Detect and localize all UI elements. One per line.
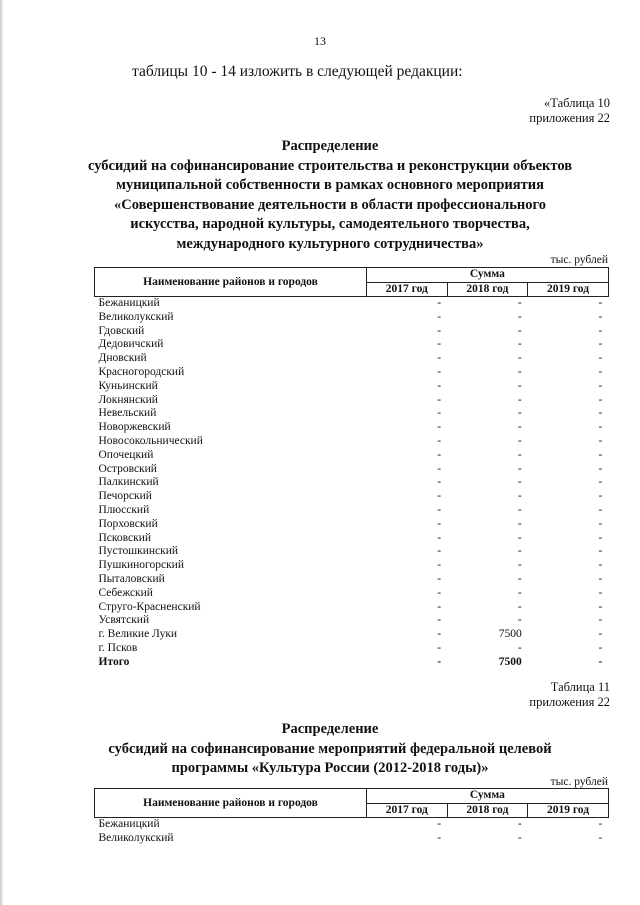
table10-title-line: «Совершенствование деятельности в области профессионального <box>113 196 547 213</box>
table10-header-sum: Сумма <box>367 268 609 283</box>
row-value: - <box>598 818 603 830</box>
page-number: 13 <box>314 34 326 48</box>
row-value: - <box>437 393 442 406</box>
table-row <box>95 394 609 408</box>
table-row <box>95 490 609 504</box>
row-value: - <box>598 407 603 420</box>
table-row <box>95 642 609 656</box>
table-row <box>95 297 609 311</box>
row-value: - <box>598 448 603 461</box>
table10-reference <box>529 96 610 126</box>
row-value: - <box>437 503 442 516</box>
scan-edge <box>0 0 3 905</box>
row-value: - <box>437 490 442 503</box>
row-name: Себежский <box>98 586 153 599</box>
row-value: - <box>517 503 522 516</box>
row-value: - <box>598 379 603 392</box>
table-row <box>95 366 609 380</box>
table11-header-year: 2019 год <box>528 803 609 818</box>
table-row <box>95 407 609 421</box>
row-value: - <box>437 476 442 489</box>
table10-ref-line: приложения 22 <box>529 111 610 125</box>
row-value: - <box>598 476 603 489</box>
row-value: 7500 <box>498 628 522 641</box>
row-value: - <box>517 365 522 378</box>
row-value: - <box>517 641 522 654</box>
row-value: - <box>437 517 442 530</box>
table10-title-line: субсидий на софинансирование строительства и реконструкции объектов <box>87 157 573 174</box>
table11-reference <box>529 680 610 710</box>
row-name: Великолукский <box>98 310 174 323</box>
row-name: Великолукский <box>98 831 174 844</box>
row-value: - <box>517 434 522 447</box>
table-row <box>95 545 609 559</box>
table-row <box>95 587 609 601</box>
row-name: Псковский <box>98 531 152 544</box>
row-value: - <box>598 338 603 351</box>
table10-title-line: Распределение <box>281 138 379 154</box>
row-value: - <box>437 641 442 654</box>
table11-ref-line: приложения 22 <box>529 695 610 709</box>
table10 <box>94 267 609 670</box>
table11-header-sum: Сумма <box>367 789 609 804</box>
row-value: - <box>517 462 522 475</box>
row-value: - <box>517 393 522 406</box>
row-value: - <box>437 338 442 351</box>
row-name: Печорский <box>98 490 152 503</box>
row-value: - <box>437 614 442 627</box>
row-name: Пустошкинский <box>98 545 179 558</box>
row-name: Красногородский <box>98 365 185 378</box>
table10-title <box>60 137 600 254</box>
row-name: Усвятский <box>98 614 150 627</box>
table-row <box>95 352 609 366</box>
row-value: - <box>598 545 603 558</box>
table10-title-line: международного культурного сотрудничества» <box>176 235 484 252</box>
table11-title-line: Распределение <box>281 721 379 737</box>
row-value: - <box>598 352 603 365</box>
row-name: Локнянский <box>98 393 158 406</box>
row-value: - <box>517 600 522 613</box>
table10-title-line: муниципальной собственности в рамках основного мероприятия <box>116 177 544 193</box>
table10-header-year: 2018 год <box>447 282 528 297</box>
table-row <box>95 449 609 463</box>
row-name: Палкинский <box>98 476 159 489</box>
table11-header-year: 2017 год <box>367 803 448 818</box>
row-value: - <box>598 586 603 599</box>
row-name: Итого <box>98 655 130 668</box>
table11-units: тыс. рублей <box>550 776 608 788</box>
row-value: - <box>437 352 442 365</box>
row-name: Струго-Красненский <box>98 600 201 613</box>
row-value: - <box>598 628 603 641</box>
table-row <box>95 421 609 435</box>
row-value: - <box>598 310 603 323</box>
table-row <box>95 601 609 615</box>
table10-title-line: искусства, народной культуры, самодеятельного творчества, <box>130 216 530 232</box>
table10-header-name: Наименование районов и городов <box>95 268 367 297</box>
row-value: - <box>598 572 603 585</box>
row-name: Опочецкий <box>98 448 154 461</box>
table-total-row <box>95 656 609 670</box>
table-row <box>95 311 609 325</box>
row-name: Бежаницкий <box>98 297 160 309</box>
table-row <box>95 463 609 477</box>
table11-title <box>60 720 600 779</box>
row-value: - <box>598 503 603 516</box>
row-value: - <box>517 407 522 420</box>
row-name: г. Великие Луки <box>98 628 178 641</box>
table-row <box>95 573 609 587</box>
row-value: - <box>517 421 522 434</box>
row-name: Островский <box>98 462 157 475</box>
table-row <box>95 325 609 339</box>
table-row <box>95 338 609 352</box>
row-value: - <box>437 572 442 585</box>
row-name: Новоржевский <box>98 421 171 434</box>
row-value: - <box>598 490 603 503</box>
table-row <box>95 380 609 394</box>
table-row <box>95 832 609 846</box>
table11-body <box>95 818 609 846</box>
table-row <box>95 628 609 642</box>
row-value: - <box>517 517 522 530</box>
row-value: - <box>598 365 603 378</box>
table10-header-year: 2019 год <box>528 282 609 297</box>
table11-header-year: 2018 год <box>447 803 528 818</box>
table11-title-line: программы «Культура России (2012-2018 годы)» <box>171 760 489 776</box>
row-value: - <box>517 831 522 844</box>
row-name: Невельский <box>98 407 157 420</box>
table-row <box>95 518 609 532</box>
row-value: - <box>517 310 522 323</box>
table-row <box>95 532 609 546</box>
row-value: - <box>437 310 442 323</box>
row-value: - <box>598 462 603 475</box>
table-row <box>95 476 609 490</box>
table10-ref-line: «Таблица 10 <box>544 96 610 110</box>
row-value: 7500 <box>498 655 522 668</box>
row-value: - <box>437 297 442 309</box>
row-value: - <box>517 614 522 627</box>
row-value: - <box>437 559 442 572</box>
table10-units: тыс. рублей <box>550 254 608 266</box>
table10-header-year: 2017 год <box>367 282 448 297</box>
row-value: - <box>437 831 442 844</box>
row-value: - <box>437 818 442 830</box>
table-row <box>95 559 609 573</box>
row-value: - <box>517 586 522 599</box>
intro-text: таблицы 10 - 14 изложить в следующей редакции: <box>132 63 463 80</box>
row-value: - <box>598 517 603 530</box>
row-value: - <box>437 448 442 461</box>
row-value: - <box>517 448 522 461</box>
table11-header-name: Наименование районов и городов <box>95 789 367 818</box>
row-value: - <box>598 434 603 447</box>
row-name: Пушкиногорский <box>98 559 184 572</box>
row-value: - <box>517 490 522 503</box>
row-value: - <box>598 831 603 844</box>
row-value: - <box>598 559 603 572</box>
row-value: - <box>517 379 522 392</box>
table11 <box>94 788 609 846</box>
row-value: - <box>517 324 522 337</box>
row-name: Пыталовский <box>98 572 165 585</box>
row-value: - <box>598 600 603 613</box>
row-value: - <box>517 818 522 830</box>
row-value: - <box>437 586 442 599</box>
row-name: г. Псков <box>98 641 138 654</box>
row-value: - <box>598 421 603 434</box>
row-value: - <box>437 655 442 668</box>
row-value: - <box>598 393 603 406</box>
table-row <box>95 818 609 832</box>
table11-ref-line: Таблица 11 <box>550 680 610 694</box>
row-value: - <box>598 324 603 337</box>
table10-body <box>95 297 609 670</box>
row-value: - <box>517 531 522 544</box>
table-row <box>95 435 609 449</box>
row-value: - <box>437 628 442 641</box>
row-name: Куньинский <box>98 379 158 392</box>
row-value: - <box>517 338 522 351</box>
row-value: - <box>437 407 442 420</box>
table-row <box>95 504 609 518</box>
row-name: Дедовичский <box>98 338 164 351</box>
row-value: - <box>437 600 442 613</box>
table-row <box>95 614 609 628</box>
row-value: - <box>598 531 603 544</box>
row-name: Бежаницкий <box>98 818 160 830</box>
row-value: - <box>437 421 442 434</box>
row-value: - <box>437 324 442 337</box>
row-value: - <box>517 297 522 309</box>
row-name: Дновский <box>98 352 147 365</box>
row-value: - <box>517 476 522 489</box>
row-value: - <box>598 297 603 309</box>
row-value: - <box>517 572 522 585</box>
row-value: - <box>517 545 522 558</box>
row-value: - <box>517 559 522 572</box>
row-value: - <box>598 641 603 654</box>
row-value: - <box>517 352 522 365</box>
row-value: - <box>598 655 603 668</box>
row-value: - <box>437 462 442 475</box>
row-name: Новосокольнический <box>98 434 203 447</box>
row-value: - <box>437 531 442 544</box>
row-value: - <box>437 379 442 392</box>
row-name: Плюсский <box>98 503 150 516</box>
row-value: - <box>437 434 442 447</box>
row-value: - <box>598 614 603 627</box>
row-value: - <box>437 365 442 378</box>
row-name: Гдовский <box>98 324 145 337</box>
row-name: Порховский <box>98 517 158 530</box>
table11-title-line: субсидий на софинансирование мероприятий федеральной целевой <box>108 740 552 757</box>
row-value: - <box>437 545 442 558</box>
